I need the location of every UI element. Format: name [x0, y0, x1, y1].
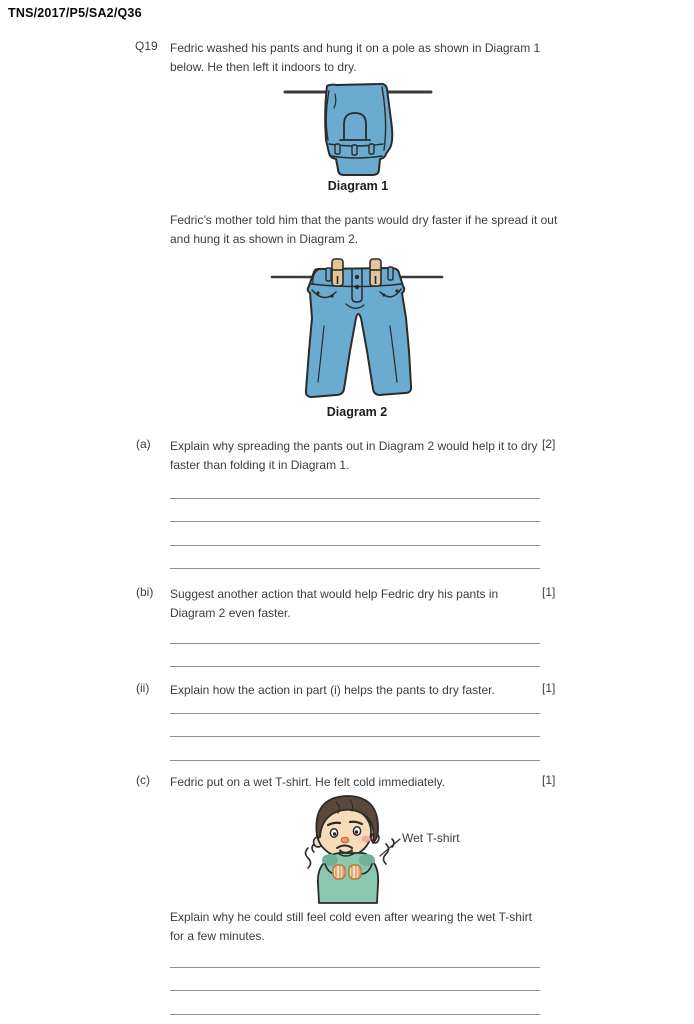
- answer-line: [170, 714, 540, 738]
- part-ii-answer-lines: [170, 690, 540, 761]
- answer-line: [170, 991, 540, 1015]
- diagram1-illustration: [283, 82, 433, 179]
- answer-line: [170, 968, 540, 992]
- answer-line: [170, 620, 540, 644]
- diagram1-caption: Diagram 1: [327, 179, 389, 193]
- part-bi-label: (bi): [136, 585, 154, 599]
- part-ii-marks: [1]: [542, 681, 556, 695]
- question-number: Q19: [135, 39, 158, 53]
- answer-line: [170, 546, 540, 570]
- part-c-answer-lines: [170, 944, 540, 1015]
- question-intro-text: Fedric washed his pants and hung it on a pole as shown in Diagram 1 below. He then left it indoors to dry.: [170, 41, 541, 74]
- answer-line: [170, 690, 540, 714]
- part-ii-text: Explain how the action in part (i) helps the pants to dry faster.: [170, 683, 495, 697]
- wet-tshirt-label: Wet T-shirt: [402, 831, 460, 845]
- wet-tshirt-pointer-line: [380, 839, 400, 856]
- part-c-text: Fedric put on a wet T-shirt. He felt cold immediately.: [170, 775, 445, 789]
- paper-code: TNS/2017/P5/SA2/Q36: [8, 6, 142, 20]
- part-c-marks: [1]: [542, 773, 556, 787]
- part-bi-answer-lines: [170, 620, 540, 667]
- part-a-text: Explain why spreading the pants out in Diagram 2 would help it to dry faster than folding it in Diagram 1.: [170, 439, 538, 472]
- answer-line: [170, 644, 540, 668]
- part-c-label: (c): [136, 773, 150, 787]
- answer-line: [170, 737, 540, 761]
- part-a-label: (a): [136, 437, 151, 451]
- answer-line: [170, 475, 540, 499]
- part-a-marks: [2]: [542, 437, 556, 451]
- mother-text: Fedric’s mother told him that the pants would dry faster if he spread it out and hung it as shown in Diagram 2.: [170, 213, 558, 246]
- part-c-followup-text: Explain why he could still feel cold even after wearing the wet T-shirt for a few minutes.: [170, 910, 532, 943]
- diagram2-caption: Diagram 2: [326, 405, 388, 419]
- part-ii-label: (ii): [136, 681, 150, 695]
- answer-line: [170, 522, 540, 546]
- answer-line: [170, 944, 540, 968]
- shivering-boy-illustration: [300, 792, 460, 906]
- answer-line: [170, 499, 540, 523]
- folded-pants: [325, 84, 392, 175]
- part-bi-text: Suggest another action that would help Fedric dry his pants in Diagram 2 even faster.: [170, 587, 499, 620]
- spread-pants: [306, 267, 411, 397]
- diagram2-illustration: [268, 256, 446, 404]
- part-bi-marks: [1]: [542, 585, 556, 599]
- part-a-answer-lines: [170, 475, 540, 569]
